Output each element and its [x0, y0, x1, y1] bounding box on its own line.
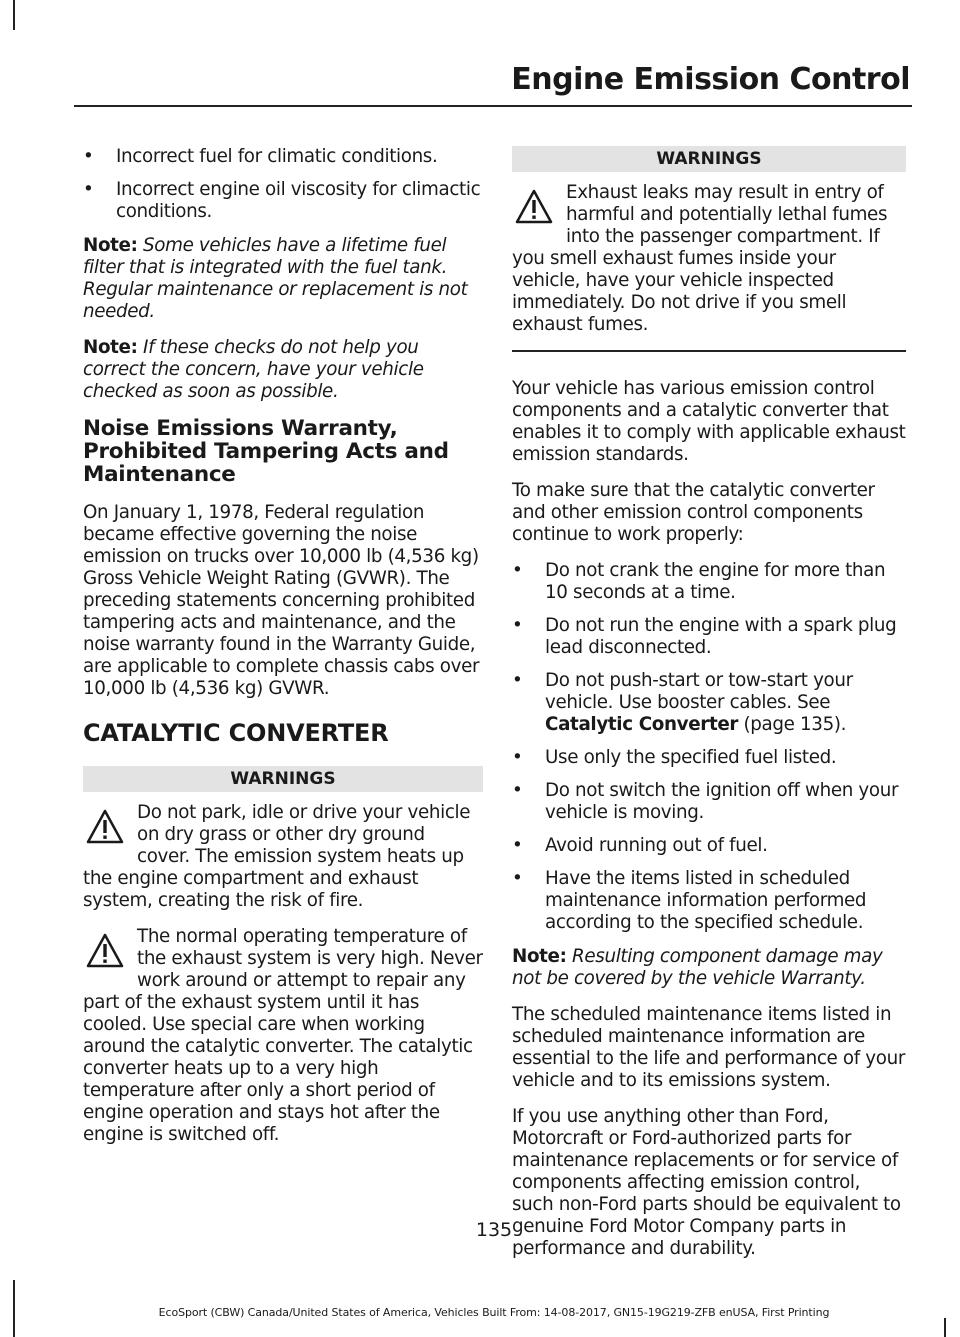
header-rule: [74, 105, 912, 107]
scheduled-maintenance-paragraph: The scheduled maintenance items listed in scheduled maintenance information are essential to the life and performance of your vehicle and to its emissions system.: [512, 1003, 905, 1091]
catalytic-converter-heading: CATALYTIC CONVERTER: [83, 719, 389, 747]
note-warranty: [512, 946, 906, 990]
warnings-header: WARNINGS: [512, 146, 906, 172]
note-label: Note:: [83, 337, 138, 358]
warning-text: The normal operating temperature of the exhaust system is very high. Never work around or attempt to repair any part of the exhaust system until it has cooled. Use special care when working around the catalytic converter. The catalytic converter heats up to a very high temperature after only a short period of engine operation and stays hot after the engine is switched off.: [83, 926, 483, 1145]
warning-triangle-icon: [85, 808, 125, 846]
list-item: • Incorrect engine oil viscosity for climactic conditions.: [83, 179, 483, 223]
list-item: • Use only the specified fuel listed.: [512, 747, 906, 769]
note-checks: [83, 337, 483, 403]
left-column: [83, 146, 483, 1160]
footer-text: EcoSport (CBW) Canada/United States of America, Vehicles Built From: 14-08-2017, GN15-19G219-ZFB enUSA, First Printing: [158, 1306, 830, 1319]
condition-list: [83, 146, 483, 223]
warnings-end-rule: [512, 350, 906, 352]
list-item: • Avoid running out of fuel.: [512, 835, 906, 857]
list-item: • Have the items listed in scheduled maintenance information performed according to the specified schedule.: [512, 868, 906, 934]
note-text: Resulting component damage may not be covered by the vehicle Warranty.: [512, 945, 883, 989]
note-label: Note:: [512, 945, 567, 967]
continue-working-paragraph: To make sure that the catalytic converter and other emission control components continue to work properly:: [512, 479, 875, 545]
note-text: Some vehicles have a lifetime fuel filter that is integrated with the fuel tank. Regular maintenance or replacement is not needed.: [83, 235, 468, 322]
warning-triangle-icon: [85, 932, 125, 970]
warning-text: Do not park, idle or drive your vehicle on dry grass or other dry ground cover. The emission system heats up the engine compartment and exhaust system, creating the risk of fire.: [83, 802, 471, 911]
emission-components-paragraph: Your vehicle has various emission control components and a catalytic converter that enables it to comply with applicable exhaust emission standards.: [512, 377, 906, 465]
page-title: Engine Emission Control: [511, 62, 910, 97]
note-fuel-filter: [83, 235, 483, 323]
list-item: • Do not crank the engine for more than 10 seconds at a time.: [512, 560, 906, 604]
warning-triangle-icon: [514, 188, 554, 226]
note-label: Note:: [83, 235, 138, 256]
list-item: • Do not switch the ignition off when your vehicle is moving.: [512, 780, 906, 824]
list-item: • Do not run the engine with a spark plug lead disconnected.: [512, 615, 906, 659]
note-text: If these checks do not help you correct the concern, have your vehicle checked as soon as possible.: [83, 337, 424, 402]
page-number: 135: [475, 1219, 513, 1241]
page-reference: (page 135).: [738, 713, 847, 735]
non-ford-parts-paragraph: If you use anything other than Ford, Motorcraft or Ford-authorized parts for maintenance replacements or for service of components affecting emission control, such non-Ford parts should be equivalent to genuine Ford Motor Company parts in performance and durability.: [512, 1105, 901, 1259]
noise-emissions-heading: Noise Emissions Warranty, Prohibited Tampering Acts and Maintenance: [83, 416, 449, 487]
crop-mark-top-left: [13, 0, 15, 30]
precaution-list: [512, 560, 906, 934]
warning-exhaust-temperature: [83, 926, 483, 1146]
right-column: [512, 146, 906, 1274]
warning-text: Exhaust leaks may result in entry of harmful and potentially lethal fumes into the passenger compartment. If you smell exhaust fumes inside your vehicle, have your vehicle inspected immediately. Do not drive if you smell exhaust fumes.: [512, 182, 888, 335]
warning-exhaust-leaks: [512, 182, 906, 336]
warning-dry-grass: [83, 802, 483, 912]
warnings-header: WARNINGS: [83, 766, 483, 792]
list-item-text: Do not push-start or tow-start your vehicle. Use booster cables. See: [545, 669, 853, 713]
list-item: [512, 670, 906, 736]
list-item: • Incorrect fuel for climatic conditions.: [83, 146, 483, 168]
noise-emissions-paragraph: On January 1, 1978, Federal regulation became effective governing the noise emission on trucks over 10,000 lb (4,536 kg) Gross Vehicle Weight Rating (GVWR). The preceding statements concerning prohibited tampering acts and maintenance, and the noise warranty found in the Warranty Guide, are applicable to complete chassis cabs over 10,000 lb (4,536 kg) GVWR.: [83, 502, 480, 699]
crop-mark-bottom-right: [944, 1318, 946, 1337]
catalytic-converter-link[interactable]: Catalytic Converter: [545, 713, 739, 735]
